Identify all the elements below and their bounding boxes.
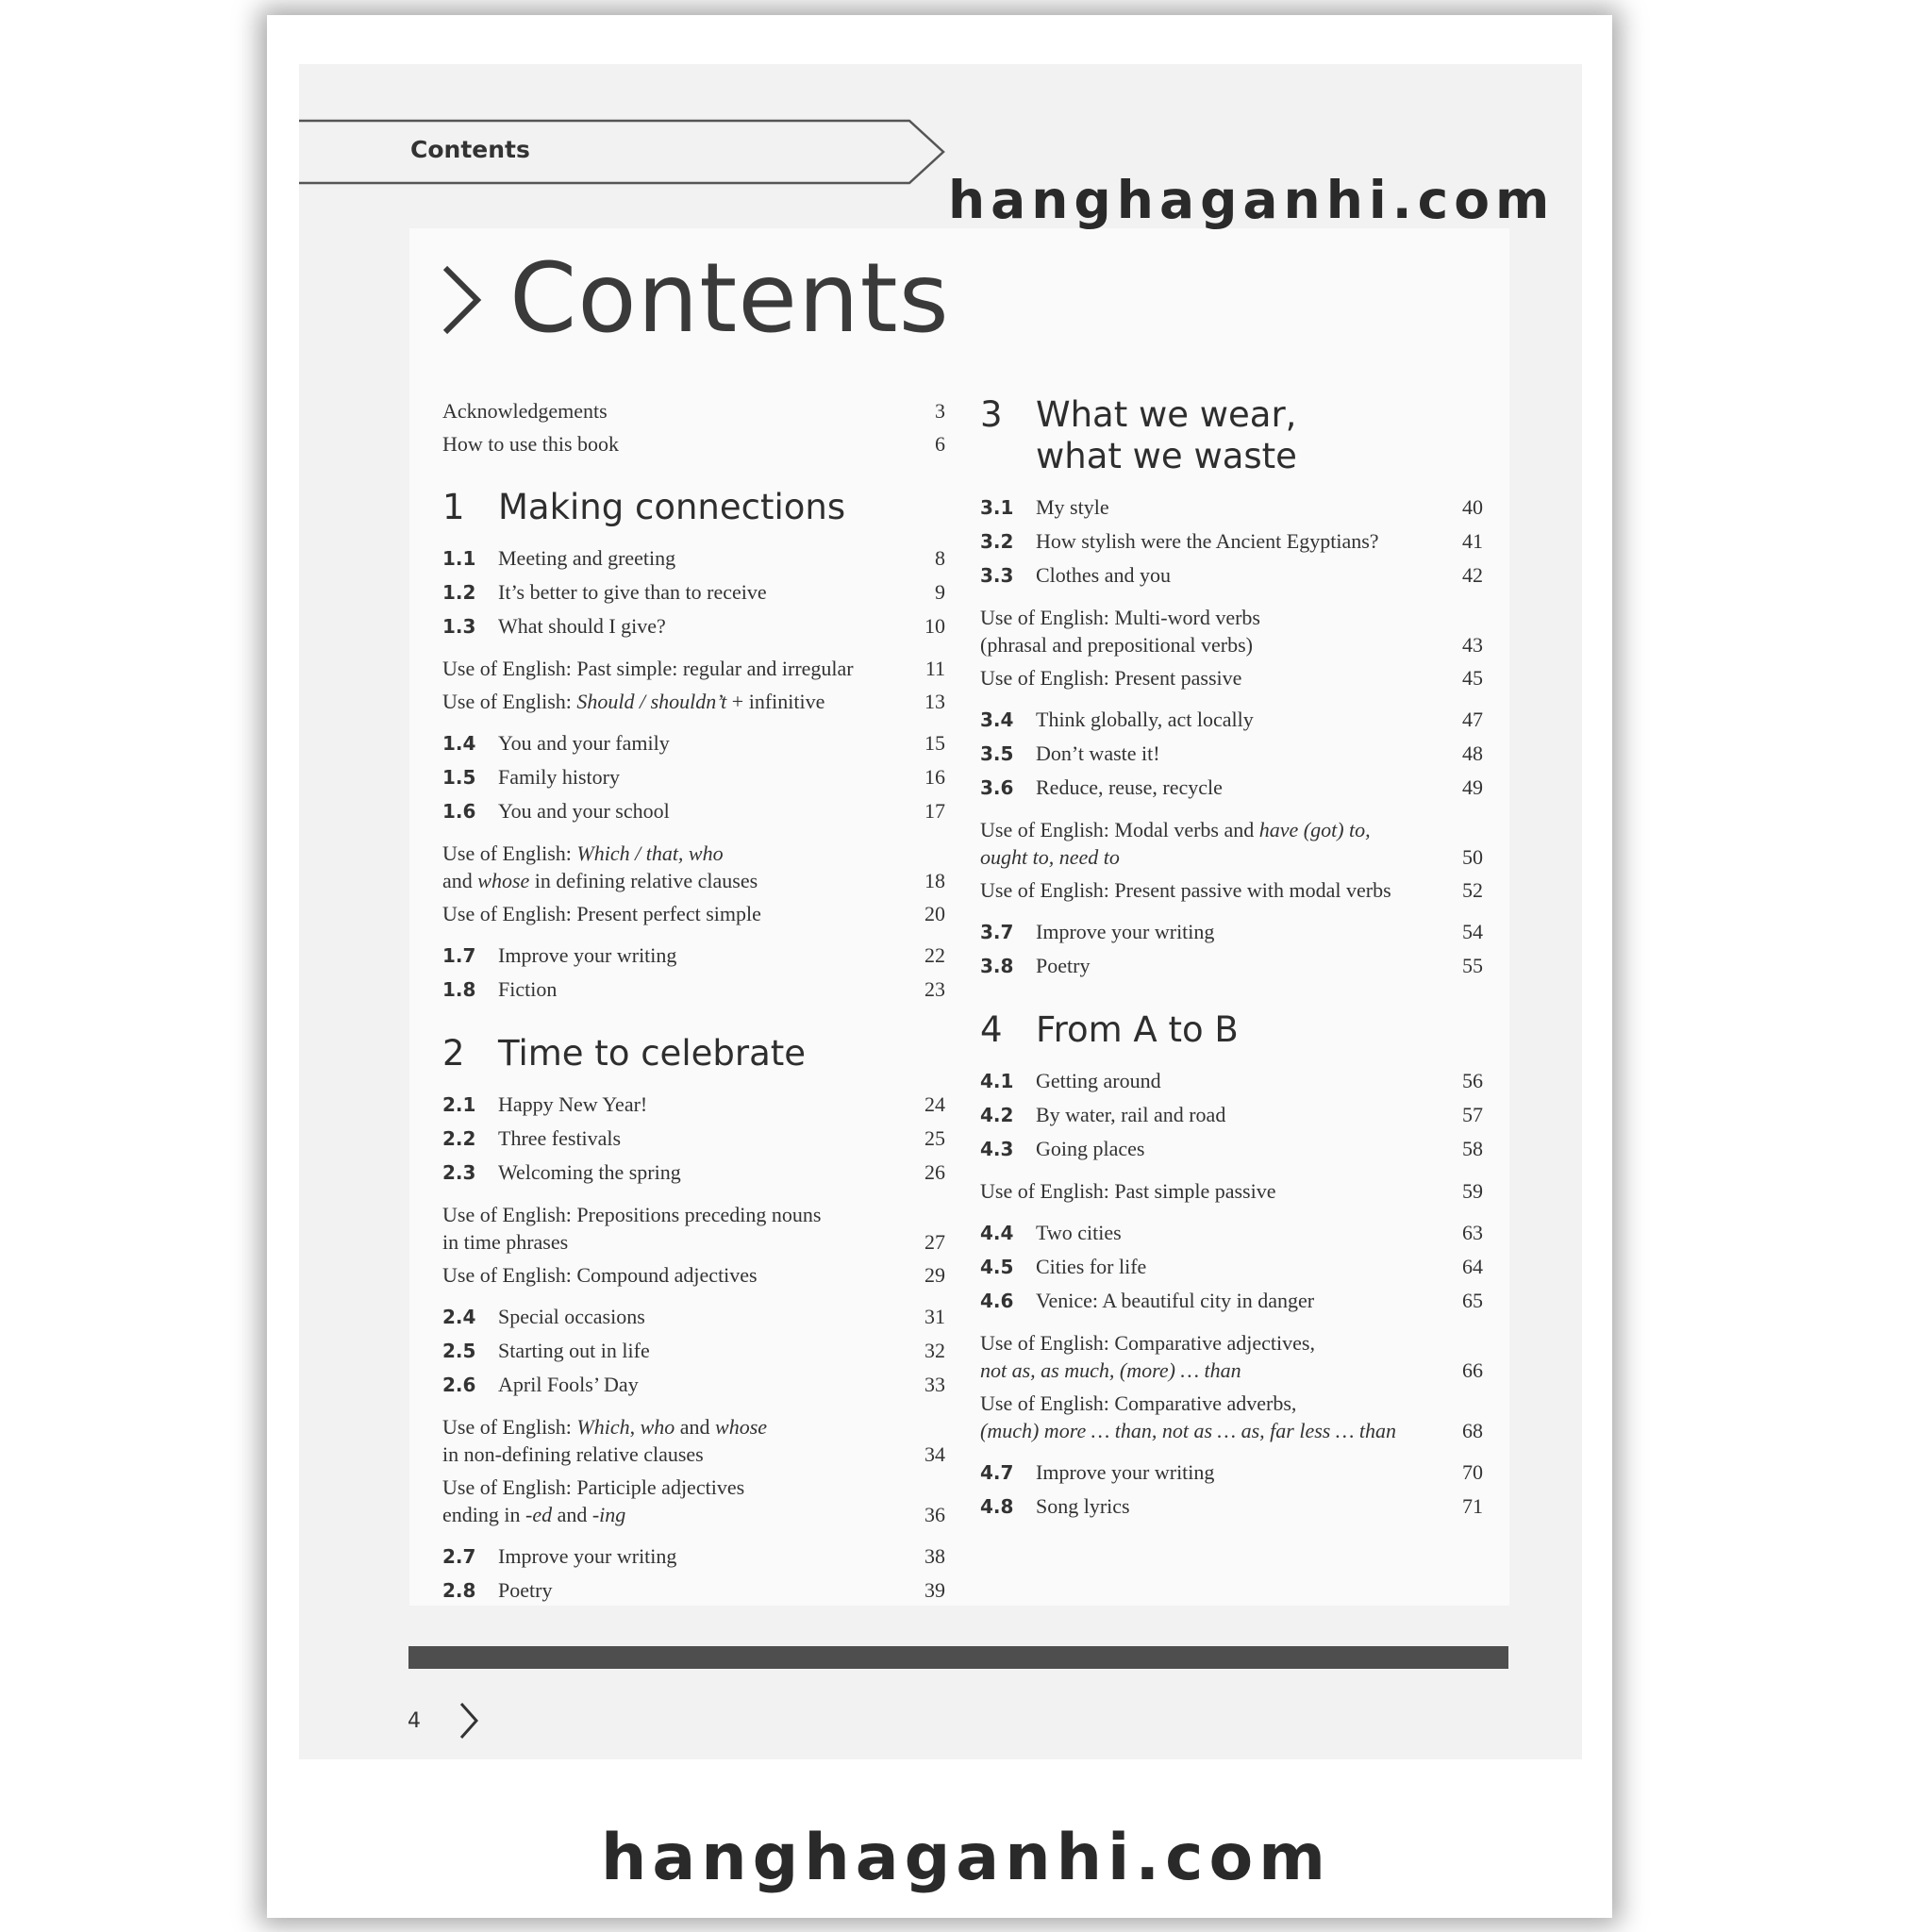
lesson-page: 41 <box>1462 529 1483 553</box>
front-matter-item[interactable] <box>442 394 945 427</box>
uoe-italic: -ed <box>525 1503 553 1526</box>
uoe-text: Use of English: Past simple: regular and irregular <box>442 657 854 680</box>
uoe-italic: Which <box>576 1415 630 1439</box>
contents-column-right <box>980 394 1483 1524</box>
lesson-page: 54 <box>1462 920 1483 943</box>
unit-number: 4 <box>980 1009 1003 1050</box>
next-chevron-icon <box>458 1700 482 1741</box>
lesson-item[interactable] <box>442 973 945 1007</box>
lesson-page: 39 <box>924 1578 945 1602</box>
lesson-title: Fiction <box>498 977 558 1001</box>
uoe-text: in defining relative clauses <box>529 869 758 892</box>
lesson-page: 71 <box>1462 1494 1483 1518</box>
entry-page: 3 <box>935 399 945 423</box>
lesson-title: Special occasions <box>498 1305 645 1328</box>
uoe-page: 29 <box>924 1263 945 1287</box>
lesson-number: 2.3 <box>442 1161 476 1184</box>
lesson-number: 1.5 <box>442 766 476 789</box>
uoe-text: Use of English: Compound adjectives <box>442 1263 758 1287</box>
lesson-item[interactable] <box>442 726 945 760</box>
unit-heading[interactable] <box>442 1033 945 1074</box>
lesson-item[interactable] <box>980 1098 1483 1132</box>
lesson-item[interactable] <box>980 525 1483 558</box>
entry-title: How to use this book <box>442 432 619 456</box>
lesson-number: 4.5 <box>980 1256 1014 1278</box>
lesson-title: Improve your writing <box>498 1544 677 1568</box>
lesson-title: Improve your writing <box>1036 1460 1215 1484</box>
lesson-title: Starting out in life <box>498 1339 650 1362</box>
lesson-number: 1.4 <box>442 732 476 755</box>
lesson-title: Three festivals <box>498 1126 622 1150</box>
uoe-italic: ought to, need to <box>980 845 1120 869</box>
uoe-text: Use of English: Present passive <box>980 666 1242 690</box>
lesson-number: 4.1 <box>980 1070 1014 1092</box>
lesson-number: 2.4 <box>442 1306 476 1328</box>
uoe-text: Use of English: Comparative adverbs, <box>980 1391 1297 1415</box>
lesson-number: 4.6 <box>980 1290 1014 1312</box>
use-of-english-item[interactable] <box>442 1474 945 1528</box>
lesson-number: 3.1 <box>980 496 1014 519</box>
footer-bar <box>408 1646 1508 1669</box>
unit-title-line1: What we wear, <box>1036 394 1297 435</box>
unit-heading[interactable] <box>442 487 945 528</box>
entry-page: 6 <box>935 432 945 456</box>
lesson-title: Poetry <box>1036 954 1091 977</box>
lesson-title: Happy New Year! <box>498 1092 648 1116</box>
uoe-text: and <box>442 869 478 892</box>
lesson-page: 33 <box>924 1373 945 1396</box>
watermark-bottom: hanghaganhi.com <box>600 1821 1332 1895</box>
lesson-number: 3.4 <box>980 708 1014 731</box>
watermark-top: hanghaganhi.com <box>948 170 1556 230</box>
lesson-number: 3.3 <box>980 564 1014 587</box>
uoe-text: Use of English: Comparative adjectives, <box>980 1331 1315 1355</box>
uoe-italic: Which / that, who <box>576 841 724 865</box>
lesson-page: 9 <box>935 580 945 604</box>
use-of-english-item[interactable] <box>980 1390 1483 1444</box>
lesson-title: Getting around <box>1036 1069 1161 1092</box>
title-chevron-icon <box>440 247 487 351</box>
unit-heading[interactable] <box>980 1009 1483 1051</box>
lesson-item[interactable] <box>980 1456 1483 1490</box>
use-of-english-item[interactable] <box>442 655 945 682</box>
lesson-page: 48 <box>1462 741 1483 765</box>
lesson-title: You and your school <box>498 799 670 823</box>
lesson-title: My style <box>1036 495 1109 519</box>
lesson-number: 2.7 <box>442 1545 476 1568</box>
lesson-item[interactable] <box>442 1540 945 1574</box>
front-matter-item[interactable] <box>442 427 945 460</box>
uoe-italic: (much) more … than, not as … as, far less … than <box>980 1419 1397 1442</box>
uoe-text-suffix: + infinitive <box>726 690 825 713</box>
lesson-page: 70 <box>1462 1460 1483 1484</box>
lesson-item[interactable] <box>442 541 945 575</box>
lesson-number: 2.5 <box>442 1340 476 1362</box>
lesson-item[interactable] <box>442 1156 945 1190</box>
lesson-item[interactable] <box>442 939 945 973</box>
uoe-italic: have (got) to, <box>1258 818 1371 841</box>
uoe-text: and <box>552 1503 592 1526</box>
lesson-title: Improve your writing <box>498 943 677 967</box>
lesson-number: 4.7 <box>980 1461 1014 1484</box>
lesson-title: Cities for life <box>1036 1255 1147 1278</box>
use-of-english-item[interactable] <box>442 688 945 715</box>
header-tab-label: Contents <box>410 136 530 163</box>
uoe-page: 34 <box>924 1442 945 1466</box>
lesson-item[interactable] <box>980 737 1483 771</box>
uoe-page: 13 <box>924 690 945 713</box>
uoe-text: Use of English: Present passive with modal verbs <box>980 878 1391 902</box>
lesson-title: You and your family <box>498 731 670 755</box>
uoe-page: 66 <box>1462 1358 1483 1382</box>
unit-number: 1 <box>442 487 465 527</box>
lesson-title: Think globally, act locally <box>1036 708 1254 731</box>
lesson-number: 1.6 <box>442 800 476 823</box>
uoe-page: 36 <box>924 1503 945 1526</box>
lesson-title: By water, rail and road <box>1036 1103 1226 1126</box>
unit-title: Making connections <box>498 487 846 527</box>
uoe-text: in time phrases <box>442 1230 569 1254</box>
uoe-text: Use of English: Present perfect simple <box>442 902 761 925</box>
page-title: Contents <box>509 242 950 355</box>
lesson-page: 65 <box>1462 1289 1483 1312</box>
uoe-italic: not as, as much, (more) … than <box>980 1358 1241 1382</box>
lesson-title: Poetry <box>498 1578 553 1602</box>
uoe-text: Use of English: <box>442 1415 577 1439</box>
unit-title: Time to celebrate <box>498 1033 807 1074</box>
lesson-item[interactable] <box>980 1064 1483 1098</box>
lesson-page: 8 <box>935 546 945 570</box>
uoe-italic: whose <box>477 869 530 892</box>
lesson-title: Venice: A beautiful city in danger <box>1036 1289 1315 1312</box>
lesson-item[interactable] <box>980 703 1483 737</box>
lesson-page: 57 <box>1462 1103 1483 1126</box>
uoe-page: 43 <box>1462 633 1483 657</box>
lesson-number: 4.2 <box>980 1104 1014 1126</box>
uoe-page: 18 <box>924 869 945 892</box>
lesson-page: 47 <box>1462 708 1483 731</box>
uoe-page: 20 <box>924 902 945 925</box>
lesson-item[interactable] <box>442 1122 945 1156</box>
use-of-english-item[interactable] <box>442 1261 945 1289</box>
lesson-page: 32 <box>924 1339 945 1362</box>
use-of-english-item[interactable] <box>442 900 945 927</box>
lesson-title: Family history <box>498 765 620 789</box>
lesson-page: 25 <box>924 1126 945 1150</box>
use-of-english-item[interactable] <box>442 1413 945 1468</box>
lesson-number: 1.2 <box>442 581 476 604</box>
lesson-number: 3.6 <box>980 776 1014 799</box>
lesson-item[interactable] <box>980 771 1483 805</box>
unit-heading[interactable] <box>980 394 1483 477</box>
uoe-text: Use of English: <box>442 690 577 713</box>
lesson-item[interactable] <box>442 760 945 794</box>
lesson-number: 1.7 <box>442 944 476 967</box>
unit-title: From A to B <box>1036 1009 1239 1050</box>
lesson-page: 49 <box>1462 775 1483 799</box>
lesson-title: What should I give? <box>498 614 666 638</box>
lesson-item[interactable] <box>980 1132 1483 1166</box>
lesson-item[interactable] <box>980 915 1483 949</box>
lesson-page: 24 <box>924 1092 945 1116</box>
lesson-number: 2.8 <box>442 1579 476 1602</box>
uoe-italic: whose <box>715 1415 768 1439</box>
lesson-title: Reduce, reuse, recycle <box>1036 775 1223 799</box>
lesson-page: 22 <box>924 943 945 967</box>
lesson-item[interactable] <box>442 1088 945 1122</box>
uoe-text: Use of English: Modal verbs and <box>980 818 1259 841</box>
lesson-page: 16 <box>924 765 945 789</box>
unit-number: 2 <box>442 1033 465 1074</box>
lesson-number: 3.7 <box>980 921 1014 943</box>
contents-column-left <box>442 394 945 1607</box>
uoe-text: (phrasal and prepositional verbs) <box>980 633 1253 657</box>
lesson-item[interactable] <box>980 1250 1483 1284</box>
lesson-item[interactable] <box>980 491 1483 525</box>
lesson-number: 1.3 <box>442 615 476 638</box>
lesson-number: 1.1 <box>442 547 476 570</box>
lesson-page: 63 <box>1462 1221 1483 1244</box>
lesson-item[interactable] <box>980 949 1483 983</box>
uoe-page: 59 <box>1462 1179 1483 1203</box>
lesson-number: 2.1 <box>442 1093 476 1116</box>
lesson-page: 56 <box>1462 1069 1483 1092</box>
lesson-title: Welcoming the spring <box>498 1160 681 1184</box>
uoe-italic: who <box>640 1415 675 1439</box>
lesson-page: 10 <box>924 614 945 638</box>
use-of-english-item[interactable] <box>442 840 945 894</box>
uoe-text: , <box>629 1415 641 1439</box>
lesson-number: 3.2 <box>980 530 1014 553</box>
lesson-page: 15 <box>924 731 945 755</box>
header-tab-shape <box>299 117 950 187</box>
use-of-english-item[interactable] <box>980 1329 1483 1384</box>
lesson-title: How stylish were the Ancient Egyptians? <box>1036 529 1379 553</box>
uoe-page: 68 <box>1462 1419 1483 1442</box>
lesson-page: 31 <box>924 1305 945 1328</box>
lesson-title: It’s better to give than to receive <box>498 580 767 604</box>
use-of-english-item[interactable] <box>980 876 1483 904</box>
use-of-english-item[interactable] <box>980 1177 1483 1205</box>
lesson-item[interactable] <box>442 1574 945 1607</box>
uoe-text: Use of English: Prepositions preceding nouns <box>442 1203 822 1226</box>
lesson-page: 26 <box>924 1160 945 1184</box>
unit-title-line2: what we waste <box>1036 436 1297 476</box>
lesson-page: 23 <box>924 977 945 1001</box>
lesson-page: 38 <box>924 1544 945 1568</box>
uoe-page: 27 <box>924 1230 945 1254</box>
lesson-number: 4.4 <box>980 1222 1014 1244</box>
uoe-text: and <box>675 1415 716 1439</box>
lesson-title: Song lyrics <box>1036 1494 1130 1518</box>
uoe-italic: -ing <box>591 1503 626 1526</box>
lesson-item[interactable] <box>980 1216 1483 1250</box>
lesson-title: April Fools’ Day <box>498 1373 639 1396</box>
lesson-number: 2.2 <box>442 1127 476 1150</box>
lesson-number: 2.6 <box>442 1374 476 1396</box>
uoe-text: ending in <box>442 1503 525 1526</box>
use-of-english-item[interactable] <box>980 816 1483 871</box>
uoe-page: 45 <box>1462 666 1483 690</box>
lesson-page: 17 <box>924 799 945 823</box>
lesson-title: Don’t waste it! <box>1036 741 1160 765</box>
use-of-english-item[interactable] <box>442 1201 945 1256</box>
lesson-title: Clothes and you <box>1036 563 1171 587</box>
lesson-item[interactable] <box>980 1490 1483 1524</box>
lesson-page: 55 <box>1462 954 1483 977</box>
lesson-page: 58 <box>1462 1137 1483 1160</box>
unit-number: 3 <box>980 394 1003 435</box>
use-of-english-item[interactable] <box>980 664 1483 691</box>
uoe-page: 50 <box>1462 845 1483 869</box>
lesson-item[interactable] <box>980 1284 1483 1318</box>
lesson-item[interactable] <box>442 794 945 828</box>
lesson-page: 40 <box>1462 495 1483 519</box>
lesson-item[interactable] <box>442 575 945 609</box>
uoe-text: Use of English: Multi-word verbs <box>980 606 1260 629</box>
lesson-item[interactable] <box>442 1334 945 1368</box>
page-number: 4 <box>408 1709 421 1733</box>
lesson-number: 3.5 <box>980 742 1014 765</box>
uoe-italic: Should / shouldn’t <box>576 690 727 713</box>
lesson-title: Meeting and greeting <box>498 546 676 570</box>
lesson-item[interactable] <box>442 609 945 643</box>
uoe-text: Use of English: <box>442 841 577 865</box>
uoe-text: in non-defining relative clauses <box>442 1442 704 1466</box>
lesson-number: 4.8 <box>980 1495 1014 1518</box>
lesson-number: 1.8 <box>442 978 476 1001</box>
lesson-title: Going places <box>1036 1137 1145 1160</box>
lesson-item[interactable] <box>980 558 1483 592</box>
uoe-page: 52 <box>1462 878 1483 902</box>
lesson-number: 4.3 <box>980 1138 1014 1160</box>
lesson-page: 42 <box>1462 563 1483 587</box>
lesson-item[interactable] <box>442 1300 945 1334</box>
lesson-number: 3.8 <box>980 955 1014 977</box>
use-of-english-item[interactable] <box>980 604 1483 658</box>
entry-title: Acknowledgements <box>442 399 608 423</box>
uoe-text: Use of English: Past simple passive <box>980 1179 1276 1203</box>
lesson-item[interactable] <box>442 1368 945 1402</box>
lesson-title: Two cities <box>1036 1221 1122 1244</box>
lesson-page: 64 <box>1462 1255 1483 1278</box>
lesson-title: Improve your writing <box>1036 920 1215 943</box>
uoe-text: Use of English: Participle adjectives <box>442 1475 745 1499</box>
uoe-page: 11 <box>924 657 945 680</box>
